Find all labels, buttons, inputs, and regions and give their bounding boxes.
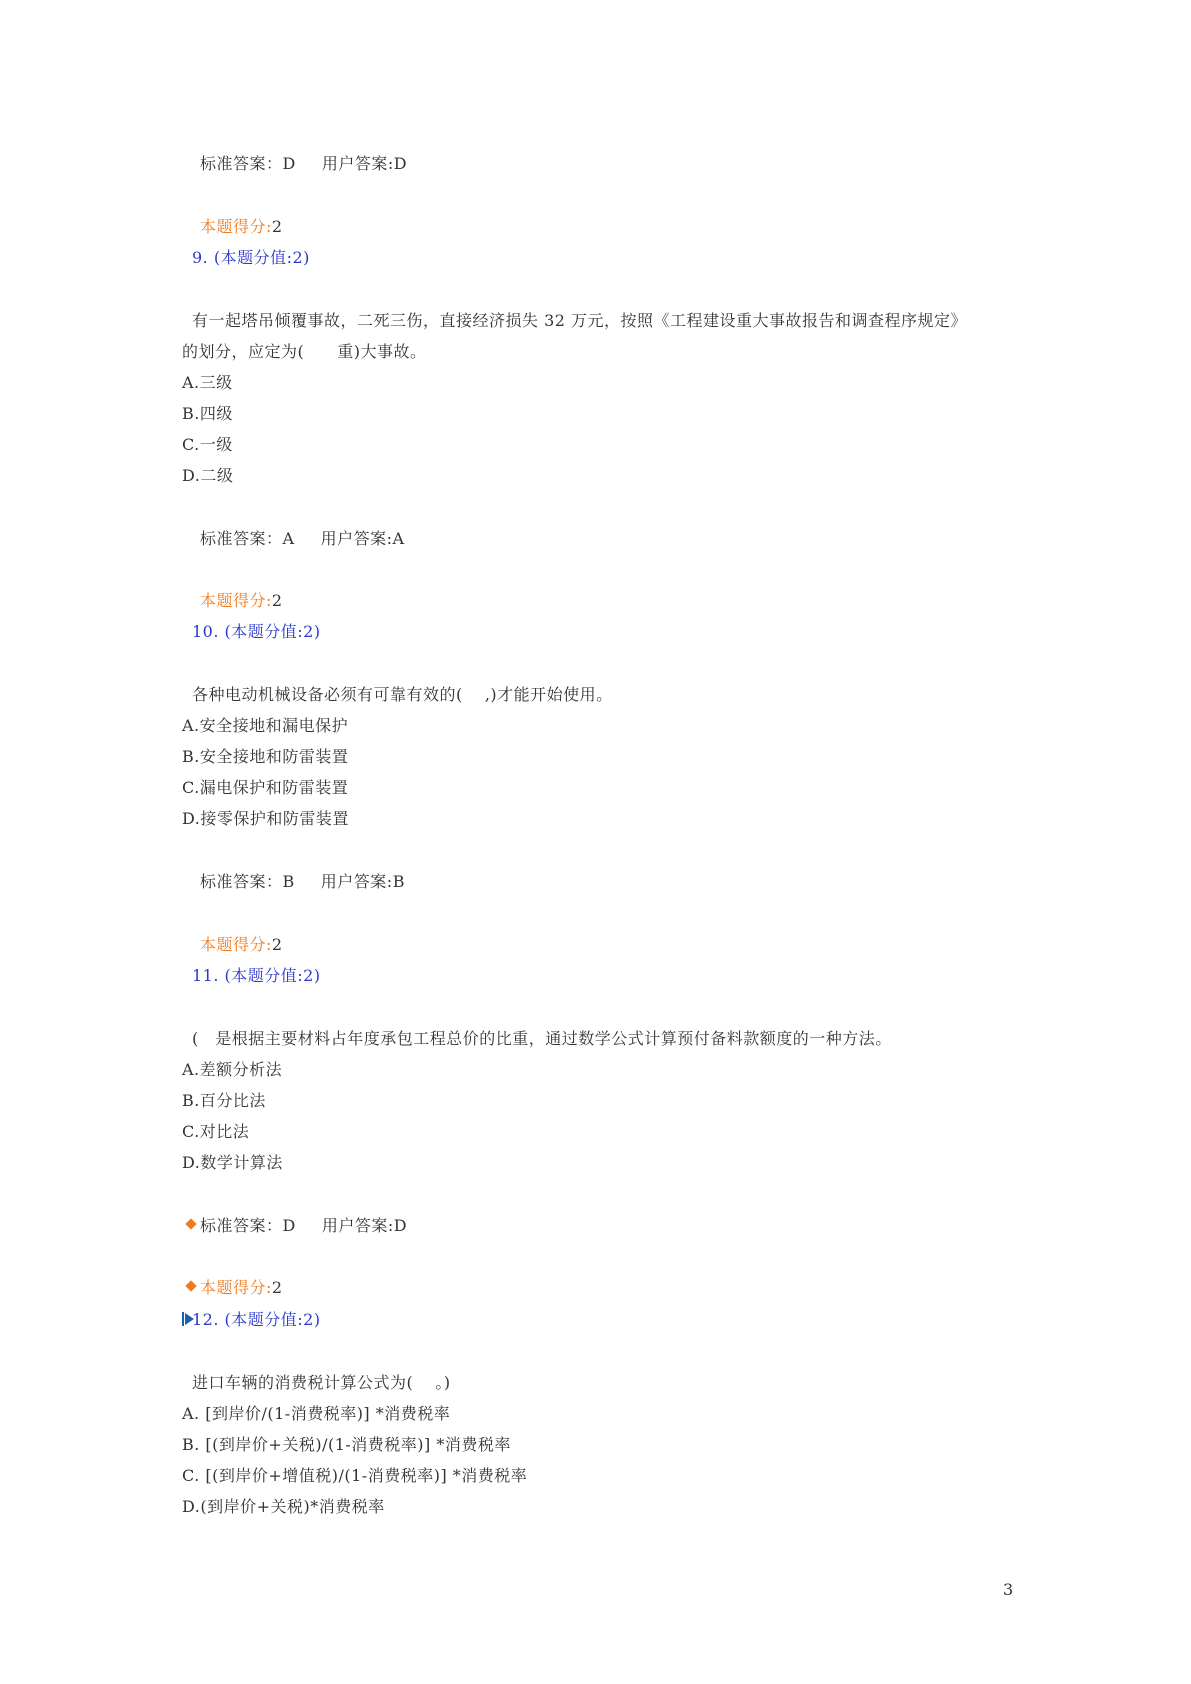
q10-answer-line [200, 872, 405, 892]
q12-option-d: D.(到岸价+关税)*消费税率 [182, 1497, 385, 1516]
q12-option-b: B. [(到岸价+关税)/(1-消费税率)] *消费税率 [182, 1435, 511, 1454]
score-label: 本题得分: [200, 591, 272, 610]
q9-text-line1: 有一起塔吊倾覆事故，二死三伤，直接经济损失 32 万元，按照《工程建设重大事故报告和调查程序规定》 [192, 311, 968, 330]
q9-answer-line [200, 529, 405, 549]
std-answer-label: 标准答案： [200, 872, 283, 891]
page-number: 3 [1003, 1580, 1014, 1599]
q11-text-line1: ( 是根据主要材料占年度承包工程总价的比重，通过数学公式计算预付备料款额度的一种方法。 [192, 1029, 892, 1048]
user-answer-label: 用户答案: [320, 529, 393, 548]
q8-score-line [200, 217, 283, 237]
diamond-icon [185, 1280, 196, 1291]
std-answer-label: 标准答案： [200, 529, 283, 548]
q9-option-b: B.四级 [182, 404, 233, 423]
user-answer-value: D [393, 154, 408, 173]
flag-pole-icon [182, 1312, 184, 1326]
q10-option-d: D.接零保护和防雷装置 [182, 809, 349, 828]
q10-option-c: C.漏电保护和防雷装置 [182, 778, 349, 797]
score-value: 2 [271, 591, 283, 610]
q9-option-a: A.三级 [182, 373, 233, 392]
std-answer-label: 标准答案： [200, 1216, 283, 1235]
user-answer-label: 用户答案: [320, 872, 393, 891]
score-label: 本题得分: [200, 1278, 272, 1297]
q11-answer-line [200, 1216, 407, 1236]
user-answer-value: B [392, 872, 405, 891]
q10-option-b: B.安全接地和防雷装置 [182, 747, 349, 766]
q10-text-line1: 各种电动机械设备必须有可靠有效的( ,)才能开始使用。 [192, 685, 613, 704]
user-answer-label: 用户答案: [321, 1216, 394, 1235]
std-answer-value: B [282, 872, 295, 891]
q12-option-c: C. [(到岸价+增值税)/(1-消费税率)] *消费税率 [182, 1466, 528, 1485]
score-value: 2 [271, 217, 283, 236]
q11-header: 11. (本题分值:2) [192, 966, 321, 985]
q10-header: 10. (本题分值:2) [192, 622, 321, 641]
score-value: 2 [271, 935, 283, 954]
q11-option-b: B.百分比法 [182, 1091, 266, 1110]
diamond-icon [185, 1218, 196, 1229]
q9-option-c: C.一级 [182, 435, 233, 454]
q12-text-line1: 进口车辆的消费税计算公式为( 。) [192, 1373, 451, 1392]
q9-option-d: D.二级 [182, 466, 234, 485]
q11-option-d: D.数学计算法 [182, 1153, 283, 1172]
q11-option-a: A.差额分析法 [182, 1060, 283, 1079]
q12-header: 12. (本题分值:2) [192, 1310, 321, 1329]
std-answer-value: D [282, 1216, 296, 1235]
score-value: 2 [271, 1278, 283, 1297]
q10-option-a: A.安全接地和漏电保护 [182, 716, 349, 735]
std-answer-value: A [282, 529, 295, 548]
std-answer-label: 标准答案： [200, 154, 283, 173]
user-answer-value: A [392, 529, 405, 548]
q9-text-line2: 的划分，应定为( 重)大事故。 [182, 342, 427, 361]
q11-option-c: C.对比法 [182, 1122, 250, 1141]
q10-score-line [200, 935, 283, 955]
user-answer-label: 用户答案: [321, 154, 394, 173]
q9-header: 9. (本题分值:2) [192, 248, 310, 267]
score-label: 本题得分: [200, 935, 272, 954]
q9-score-line [200, 591, 283, 611]
score-label: 本题得分: [200, 217, 272, 236]
std-answer-value: D [282, 154, 296, 173]
q11-score-line [200, 1278, 283, 1298]
q12-option-a: A. [到岸价/(1-消费税率)] *消费税率 [182, 1404, 451, 1423]
q8-answer-line [200, 154, 407, 174]
user-answer-value: D [393, 1216, 408, 1235]
